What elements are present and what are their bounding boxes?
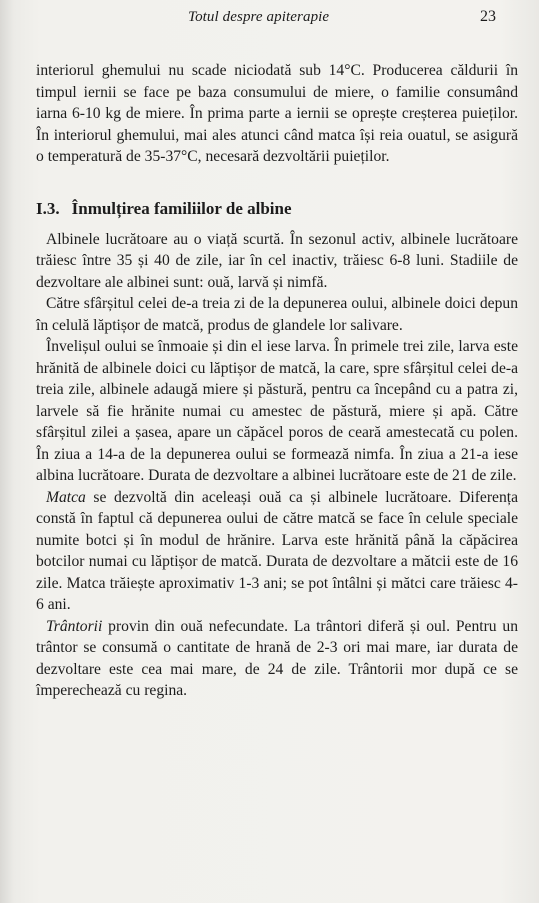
paragraph xyxy=(36,229,518,294)
paragraph-text: Învelișul oului se înmoaie și din el iese larva. În primele trei zile, larva este hrănită de albinele doici cu lăptișor de matcă, la care, spre sfârșitul celei de-a treia zile, albinele adaugă miere și păstură, pentru ca începând cu a patra zi, larvele să fie hrănite numai cu amestec de păstură, miere și apă. Către sfârșitul zilei a șasea, apare un căpăcel poros de ceară amestecată cu polen. În ziua a 14-a de la depunerea oului se formează nimfa. În ziua a 21-a iese albina lucrătoare. Durata de dezvoltare a albinei lucrătoare este de 21 de zile. xyxy=(36,338,518,484)
paragraph xyxy=(36,616,518,702)
running-title: Totul despre apiterapie xyxy=(188,9,330,25)
paragraph xyxy=(36,293,518,336)
paragraph xyxy=(36,336,518,487)
paragraph-lead-term: Matca xyxy=(46,488,86,506)
paragraph xyxy=(36,487,518,616)
paragraph-text: Către sfârșitul celei de-a treia zi de la depunerea oului, albinele doici depun în celulă lăptișor de matcă, produs de glandele lor salivare. xyxy=(36,295,518,334)
section-number: I.3. xyxy=(36,198,60,218)
page-body xyxy=(36,60,518,702)
section-heading xyxy=(36,198,518,220)
paragraph-text: provin din ouă nefecundate. La trântori diferă și oul. Pentru un trântor se consumă o cantitate de hrană de 2-3 ori mai mare, iar durata de dezvoltare este cea mai mare, de 24 de zile. Trântorii mor după ce se împerechează cu regina. xyxy=(36,617,518,699)
paragraph-lead-term: Trântorii xyxy=(46,617,103,635)
page-header xyxy=(0,7,539,29)
paragraph-text: se dezvoltă din aceleași ouă ca și albinele lucrătoare. Diferența constă în faptul că depunerea oului de către matcă se face în celule speciale numite botci și în modul de hrănire. Larva este hrănită până la căpăcirea botcilor numai cu lăptișor de matcă. Durata de dezvoltare a mătcii este de 16 zile. Matca trăiește aproximativ 1-3 ani; se pot întâlni și mătci care trăiesc 4-6 ani. xyxy=(36,488,518,613)
section-title: Înmulțirea familiilor de albine xyxy=(71,198,292,218)
continued-paragraph: interiorul ghemului nu scade niciodată sub 14°C. Producerea căldurii în timpul iernii se face pe baza consumului de miere, o familie consumând iarna 6-10 kg de miere. În prima parte a iernii se oprește creșterea puieților. În interiorul ghemului, mai ales atunci când matca își reia ouatul, se asigură o temperatură de 35-37°C, necesară dezvoltării puieților. xyxy=(36,62,518,165)
paragraph-text: Albinele lucrătoare au o viață scurtă. În sezonul activ, albinele lucrătoare trăiesc între 35 și 40 de zile, iar în cel inactiv, trăiesc 6-8 luni. Stadiile de dezvoltare ale albinei sunt: ouă, larvă și nimfă. xyxy=(36,230,518,291)
page-number: 23 xyxy=(480,8,496,25)
